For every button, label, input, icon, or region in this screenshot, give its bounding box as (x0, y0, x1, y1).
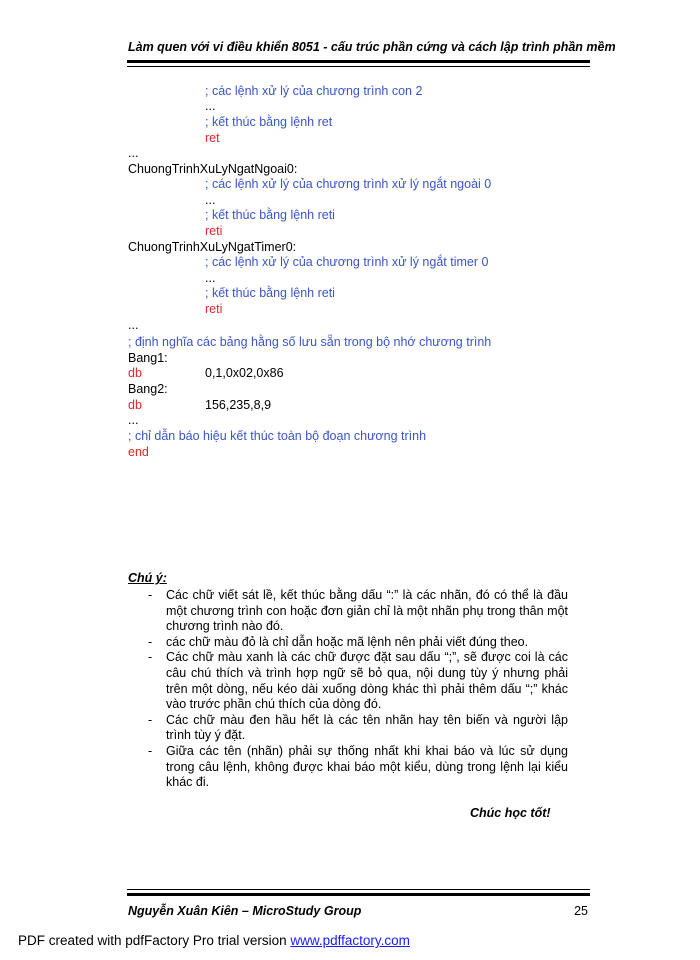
note-item: - các chữ màu đỏ là chỉ dẫn hoặc mã lệnh nên phải viết đúng theo. (128, 635, 568, 651)
footer-rule-thick (127, 893, 590, 896)
code-comment-line: ; định nghĩa các bảng hằng số lưu sẵn trong bộ nhớ chương trình (128, 335, 492, 349)
header-rule-thick (127, 60, 590, 63)
code-ellipsis: ... (128, 146, 139, 160)
code-ellipsis: ... (205, 193, 216, 207)
closing-text: Chúc học tốt! (470, 806, 551, 820)
notes-list (128, 588, 568, 791)
code-label: Bang2: (128, 382, 168, 396)
code-comment-line: ; các lệnh xử lý của chương trình xử lý ngắt timer 0 (205, 255, 489, 269)
page-number: 25 (574, 904, 588, 918)
note-item: - Giữa các tên (nhãn) phải sự thống nhất khi khai báo và lúc sử dụng trong câu lệnh, không được khai báo một kiểu, dùng trong lệnh lại kiểu khác đi. (128, 744, 568, 791)
pdf-creator-note (18, 933, 410, 948)
code-label: Bang1: (128, 351, 168, 365)
code-comment-line: ; kết thúc bằng lệnh reti (205, 286, 335, 300)
code-ellipsis: ... (205, 99, 216, 113)
code-directive: db (128, 366, 142, 380)
code-end-directive: end (128, 445, 149, 459)
code-ellipsis: ... (128, 318, 139, 332)
code-data-values: 156,235,8,9 (205, 398, 272, 412)
note-item: - Các chữ màu đen hầu hết là các tên nhãn hay tên biến và người lập trình tùy ý đặt. (128, 713, 568, 744)
code-comment-line: ; kết thúc bằng lệnh ret (205, 115, 333, 129)
notes-title: Chú ý: (128, 571, 167, 585)
code-instruction: ret (205, 131, 220, 145)
pdffactory-link[interactable]: www.pdffactory.com (290, 933, 410, 948)
footer-rule-thin (127, 889, 590, 890)
code-comment-line: ; các lệnh xử lý của chương trình con 2 (205, 84, 423, 98)
code-instruction: reti (205, 224, 223, 238)
code-comment-line: ; chỉ dẫn báo hiệu kết thúc toàn bộ đoạn chương trình (128, 429, 427, 443)
code-ellipsis: ... (128, 413, 139, 427)
footer-author: Nguyễn Xuân Kiên – MicroStudy Group (128, 904, 362, 918)
pdf-creator-text: PDF created with pdfFactory Pro trial version (18, 933, 291, 948)
note-item: - Các chữ màu xanh là các chữ được đặt sau dấu “;”, sẽ được coi là các câu chú thích và trình hợp ngữ sẽ bỏ qua, nội dung tùy ý nhưng phải trên một dòng, nếu kéo dài xuống dòng khác thì phải thêm dấu “;” khác vào trước phần chú thích của dòng đó. (128, 650, 568, 712)
note-item: - Các chữ viết sát lề, kết thúc bằng dấu “:” là các nhãn, đó có thể là đầu một chương trình con hoặc đơn giản chỉ là một nhãn phụ trong thân một chương trình nào đó. (128, 588, 568, 635)
code-label: ChuongTrinhXuLyNgatNgoai0: (128, 162, 298, 176)
code-data-values: 0,1,0x02,0x86 (205, 366, 284, 380)
header-rule-thin (127, 66, 590, 67)
code-directive: db (128, 398, 142, 412)
code-label: ChuongTrinhXuLyNgatTimer0: (128, 240, 297, 254)
code-comment-line: ; kết thúc bằng lệnh reti (205, 208, 335, 222)
code-comment-line: ; các lệnh xử lý của chương trình xử lý ngắt ngoài 0 (205, 177, 492, 191)
code-instruction: reti (205, 302, 223, 316)
code-ellipsis: ... (205, 271, 216, 285)
page-header-title: Làm quen với vi điều khiển 8051 - cấu trúc phần cứng và cách lập trình phần mềm (128, 40, 616, 54)
